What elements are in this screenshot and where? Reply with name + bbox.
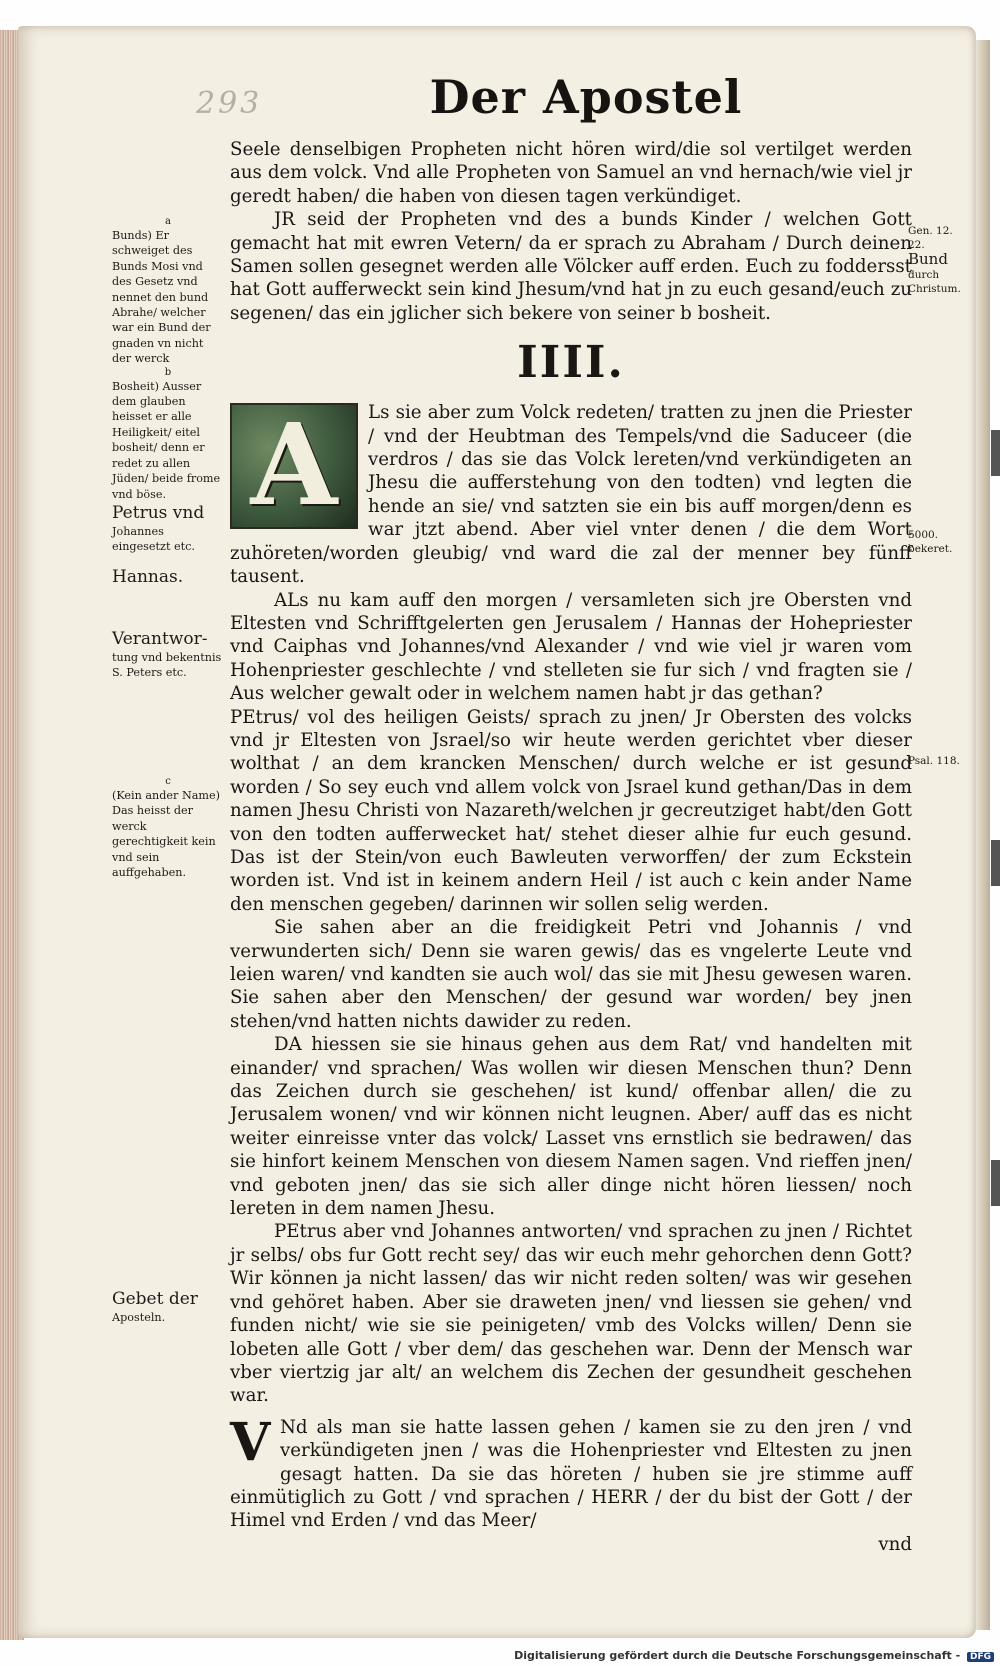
gloss-heading: Hannas. [112,567,184,587]
paragraph-6: Sie sahen aber an die freidigkeit Petri vnd Johannis / vnd verwunderten sich/ Denn sie waren gewis/ das es vngelerte Leute vnd leien waren/ vnd kandten sie auch wol/ das sie mit Jhesu gewesen waren. Sie sahen aber den Menschen/ der gesund war worden/ bey jnen stehen/vnd hatten nichts dawider zu reden. [230,917,912,1032]
initial-letter: V [230,1411,271,1473]
paragraph-3: Ls sie aber zum Volck redeten/ tratten zu jnen die Priester / vnd der Heubtman des Tempels/vnd die Saduceer (die verdros / das sie das Volck lereten/vnd verkündigeten an Jhesu die aufferstehung von den todten) vnd legten die hende an sie/ vnd satzten sie ein bis auff morgen/denn es war jtzt abend. Aber viel vnter denen / die dem Wort zuhöreten/worden gleubig/ vnd ward die zal der menner bey fünff tausent. [230,402,912,588]
gloss-mark: a [165,216,171,227]
ref-text: durch Christum. [908,269,961,295]
marginal-note-gebet [112,1288,224,1325]
marginal-gloss-c [112,776,224,880]
page-tab-marker [991,430,1000,476]
paragraph-8: PEtrus aber vnd Johannes antworten/ vnd sprachen zu jnen / Richtet jr selbs/ obs fur Gott recht sey/ das wir euch mehr gehorchen denn Gott? Wir können ja nicht lassen/ das wir nicht reden solten/ was wir gesehen vnd gehöret haben. Aber sie draweten jnen/ vnd liessen sie gehen/ vnd funden nicht/ wie sie sie peinigeten/ vmb des Volcks willen/ Denn sie lobeten alle Gott / vber dem/ das geschehen war. Denn der Mensch war vber viertzig jar alt/ an welchem dis Zechen der gesundheit geschehen war. [230,1221,912,1407]
marginal-note-verantwortung [112,628,224,681]
ref-text: 5000. bekeret. [908,529,953,555]
gloss-text: tung vnd bekentnis S. Peters etc. [112,651,222,680]
digitization-footer [514,1649,994,1662]
marginal-note-hannas [112,566,224,588]
paragraph-5: PEtrus/ vol des heiligen Geists/ sprach zu jnen/ Jr Obersten des volcks vnd jr Eltesten von Jsrael/so wir heute werden gerichtet vber dieser wolthat / an dem krancken Menschen/ durch welche er ist gesund worden / So sey euch vnd allem volck von Jsrael kund gethan/Das in dem namen Jhesu Christi von Nazareth/welchen jr gecreutziget habt/den Gott von den todten aufferwecket hat/ stehet dieser alhie fur euch gesund. Das ist der Stein/von euch Bawleuten verworffen/ der zum Eckstein worden ist. Vnd ist in keinem andern Heil / ist auch c kein ander Name den menschen gegeben/ darinnen wir sollen selig werden. [230,706,912,915]
gloss-text: Bunds) Er schweiget des Bunds Mosi vnd des Gesetz vnd nennet den bund Abrahe/ welcher war ein Bund der gnaden vn nicht der werck [112,229,211,366]
gloss-heading: Verantwor- [112,629,208,649]
gloss-text: Aposteln. [112,1311,166,1324]
page-tab-marker [991,1160,1000,1206]
ref-heading: Bund [908,250,948,268]
main-text-column [230,138,912,1556]
page-number: 293 [196,86,263,121]
gloss-heading: Gebet der [112,1289,198,1309]
paragraph-9: Nd als man sie hatte lassen gehen / kamen sie zu den jren / vnd verkündigeten jnen / was die Hohenpriester vnd Eltesten zu jnen gesagt hatten. Da sie das höreten / huben sie jre stimme auff einmütiglich zu Gott / vnd sprachen / HERR / der du bist der Gott / der Himel vnd Erden / vnd das Meer/ [230,1416,912,1532]
right-page-stack [976,40,990,1630]
dfg-logo: DFG [967,1652,994,1662]
paragraph-1: Seele denselbigen Propheten nicht hören wird/die sol vertilget werden aus dem volck. Vnd alle Propheten von Samuel an vnd hernach/wie viel jr geredt haben/ die haben von diesen tagen verkündiget. [230,139,912,207]
footer-text: Digitalisierung gefördert durch die Deutsche Forschungsgemeinschaft - [514,1649,961,1662]
gloss-mark: c [165,776,171,787]
gloss-text: (Kein ander Name) Das heisst der werck gerechtigkeit kein vnd sein auffgehaben. [112,789,220,880]
ref-text: Gen. 12. 22. [908,225,953,251]
scripture-reference-gen [908,224,968,296]
gloss-text: Johannes eingesetzt etc. [112,524,195,554]
paragraph-4: ALs nu kam auff den morgen / versamleten sich jre Obersten vnd Eltesten vnd Schrifftgelerten gen Jerusalem / Hannas der Hohepriester vnd Caiphas vnd Johannes/vnd Alexander / vnd wie viel jr waren vom Hohenpriester geschlechte / vnd stelleten sie fur sich / vnd fragten sie / Aus welcher gewalt oder in welchem namen habt jr das gethan? [230,589,912,705]
running-head-text: Der Apostel [429,70,743,124]
scripture-reference-5000 [908,528,968,556]
gloss-heading: Petrus vnd [112,502,205,523]
page-tab-marker [991,840,1000,886]
marginal-gloss-a [112,216,224,555]
running-head [0,70,1000,124]
chapter-heading: IIII. [517,337,625,389]
ref-text: Psal. 118. [908,755,960,767]
catchword: vnd [878,1533,912,1555]
paragraph-7: DA hiessen sie sie hinaus gehen aus dem Rat/ vnd handelten mit einander/ vnd sprachen/ Was wollen wir diesen Menschen thun? Denn das Zeichen durch sie geschehen/ ist kund/ offenbar allen/ die zu Jerusalem wonen/ vnd wir können nicht leugnen. Aber/ auff das es nicht weiter einreisse vnter das volck/ Lasset vns ernstlich sie bedrawen/ das sie hinfort keinem Menschen von diesem Namen sagen. Vnd rieffen jnen/ vnd geboten jnen/ das sie sich aller dinge nicht hören liessen/ noch lereten in dem namen Jhesu. [230,1034,912,1220]
gloss-mark: b [164,366,172,378]
paragraph-2: JR seid der Propheten vnd des a bunds Kinder / welchen Gott gemacht hat mit ewren Vetern/ da er sprach zu Abraham / Durch deinen Samen sollen gesegnet werden alle Völcker auff erden. Euch zu foddersst hat Gott aufferweckt sein kind Jhesum/vnd hat jn zu euch gesand/euch zu segenen/ das ein jglicher sich bekere von seiner b bosheit. [230,209,912,324]
scripture-reference-psal [908,754,968,768]
illuminated-initial [230,400,358,532]
gloss-text: Bosheit) Ausser dem glauben heisset er alle Heiligkeit/ eitel bosheit/ denn er redet zu allen Jüden/ beide frome vnd böse. [112,379,221,501]
illuminated-initial-letter: A [250,400,338,532]
